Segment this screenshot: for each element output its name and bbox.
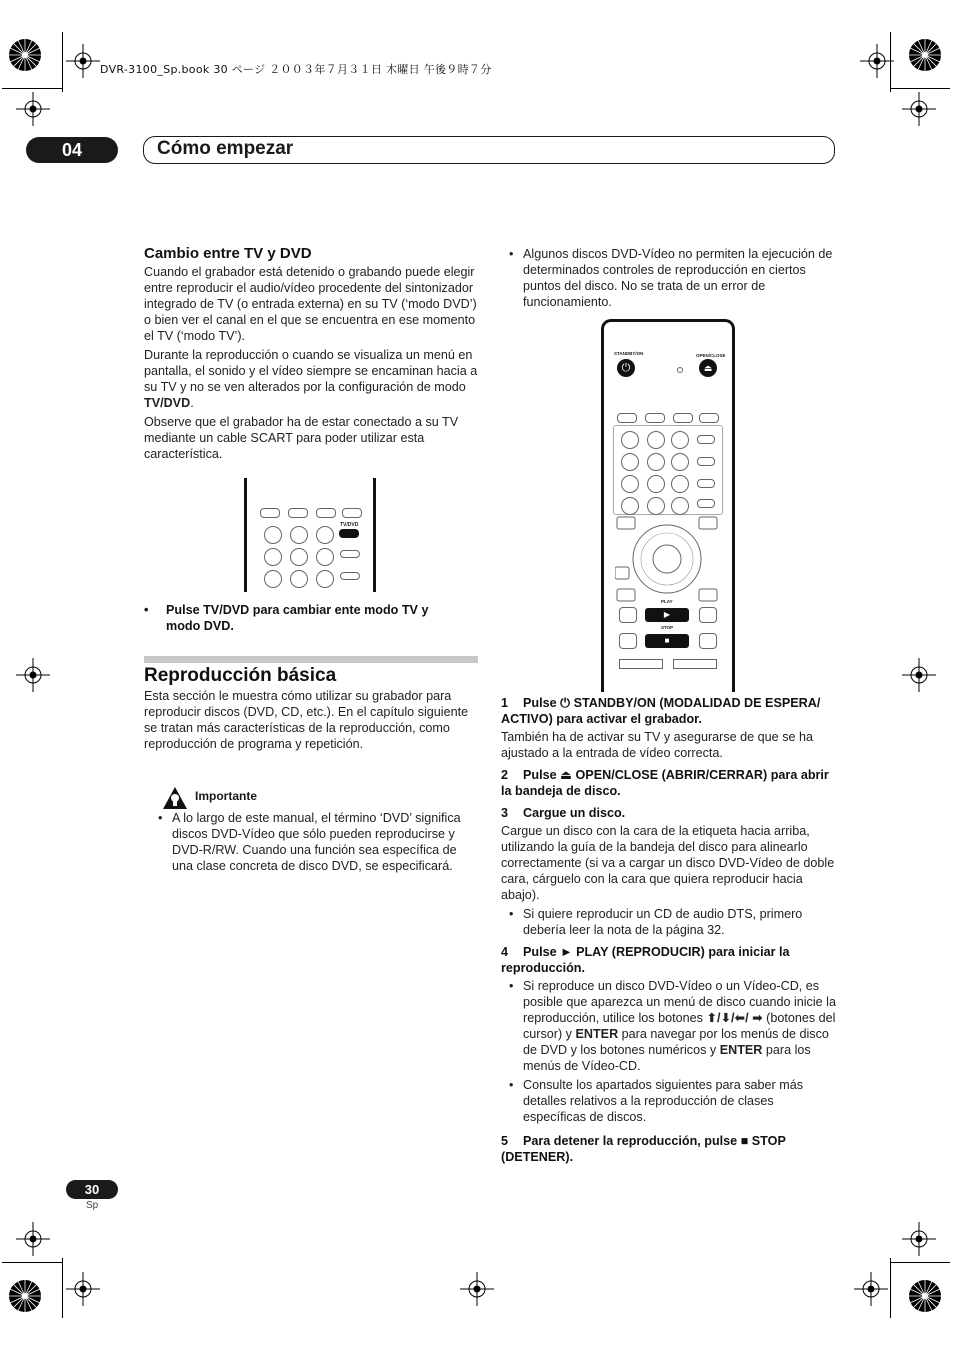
page-number: 30 <box>66 1180 118 1199</box>
registration-target-icon <box>860 44 894 78</box>
section-heading-tv-dvd: Cambio entre TV y DVD <box>144 245 312 262</box>
section-divider <box>144 656 478 663</box>
standby-label: STANDBY/ON <box>614 351 644 356</box>
step-5: 5 Para detener la reproducción, pulse ■ STOP (DETENER). <box>501 1134 786 1164</box>
section-heading-playback: Reproducción básica <box>144 665 337 686</box>
registration-target-icon <box>66 44 100 78</box>
stop-icon: ■ <box>740 1134 752 1148</box>
step-4: 4 Pulse ► PLAY (REPRODUCIR) para iniciar la reproducción. <box>501 945 790 975</box>
registration-target-icon <box>66 1272 100 1306</box>
cursor-arrows-icon: ⬆/⬇/⬅/ ➡ <box>706 1011 763 1025</box>
power-icon: ⏻ <box>560 696 574 710</box>
registration-target-icon <box>16 1222 50 1256</box>
registration-target-icon <box>902 1222 936 1256</box>
registration-rosette-icon <box>8 1279 42 1313</box>
important-label: Importante <box>195 789 258 803</box>
file-info: DVR-3100_Sp.book 30 ページ ２００３年７月３１日 木曜日 午後９時７分 <box>100 63 492 76</box>
registration-target-icon <box>16 92 50 126</box>
registration-rosette-icon <box>8 38 42 72</box>
left-column-top <box>144 246 478 465</box>
registration-target-icon <box>854 1272 888 1306</box>
paragraph: Cargue un disco con la cara de la etiqueta hacia arriba, utilizando la guía de la bandeja del disco para alinearlo correctamente (si va a cargar un disco DVD-Vídeo de doble cara, cárguelo con la cara que quiera reproducir hacia abajo). <box>501 824 835 902</box>
right-column-top: • Algunos discos DVD-Vídeo no permiten la ejecución de determinados controles de reproducción en ciertos puntos del disco. No se trata de un error de funcionamiento. <box>501 246 835 313</box>
chapter-number: 04 <box>26 137 118 163</box>
stop-button-icon: ■ <box>645 634 689 648</box>
remote-illustration-tv-dvd <box>244 478 378 592</box>
step-2: 2 Pulse ⏏ OPEN/CLOSE (ABRIR/CERRAR) para abrir la bandeja de disco. <box>501 768 829 798</box>
tv-dvd-button <box>339 529 359 538</box>
left-column-bottom <box>144 665 478 755</box>
eject-icon: ⏏ <box>560 768 576 782</box>
registration-target-icon <box>16 658 50 692</box>
paragraph: Cuando el grabador está detenido o grabando puede elegir entre reproducir el audio/vídeo procedente del sintonizador integrado de TV (o entrada externa) en su TV (‘modo DVD’) o bien ver el canal en el que se encuentra en ese momento el TV (‘modo TV’). <box>144 265 477 343</box>
registration-target-icon <box>902 658 936 692</box>
play-icon: ► <box>560 945 577 959</box>
paragraph: Observe que el grabador ha de estar conectado a su TV mediante un cable SCART para poder utilizar esta característica. <box>144 415 459 461</box>
important-bullet: • A lo largo de este manual, el término ‘DVD’ significa discos DVD-Vídeo que sólo pueden reproducirse y DVD-R/RW. Cuando una función sea específica de una clase concreta de disco DVD, se especificará. <box>150 810 478 877</box>
chapter-title: Cómo empezar <box>157 138 294 159</box>
registration-target-icon <box>460 1272 494 1306</box>
remote-illustration-main <box>601 319 735 685</box>
cursor-pad-icon <box>615 515 719 603</box>
paragraph: Esta sección le muestra cómo utilizar su grabador para reproducir discos (DVD, CD, etc.). En el capítulo siguiente se tratan más características de la reproducción, como reproducción de programa y repetición. <box>144 689 469 751</box>
play-button-icon: ▶ <box>645 608 689 622</box>
standby-button-icon: ⏻ <box>617 359 635 377</box>
open-close-label: OPEN/CLOSE <box>696 353 726 358</box>
registration-rosette-icon <box>908 38 942 72</box>
right-column-steps <box>501 695 837 1167</box>
stop-label: STOP <box>661 625 674 630</box>
play-label: PLAY <box>661 599 673 604</box>
step-4-bullet-2: • Consulte los apartados siguientes para saber más detalles relativos a la reproducción de clases específicas de discos. <box>501 1077 837 1125</box>
tv-dvd-bullet: • Pulse TV/DVD para cambiar ente modo TV y modo DVD. <box>144 603 429 633</box>
step-1: 1 Pulse ⏻ STANDBY/ON (MODALIDAD DE ESPERA/ ACTIVO) para activar el grabador. <box>501 696 821 726</box>
warning-icon <box>162 786 188 810</box>
step-3: 3 Cargue un disco. <box>501 806 626 820</box>
registration-target-icon <box>902 92 936 126</box>
registration-rosette-icon <box>908 1279 942 1313</box>
page-language: Sp <box>86 1200 99 1211</box>
paragraph: Durante la reproducción o cuando se visualiza un menú en pantalla, el sonido y el vídeo siempre se encaminan hacia a su TV y no se ven alterados por la configuración de modo TV/DVD. <box>144 348 478 410</box>
eject-button-icon: ⏏ <box>699 359 717 377</box>
paragraph: También ha de activar su TV y asegurarse de que se ha ajustado a la entrada de vídeo correcta. <box>501 730 813 760</box>
step-3-bullet: • Si quiere reproducir un CD de audio DTS, primero debería leer la nota de la página 32. <box>501 906 837 938</box>
tv-dvd-label: TV/DVD <box>340 522 359 528</box>
step-4-bullet-1: • Si reproduce un disco DVD-Vídeo o un Vídeo-CD, es posible que aparezca un menú de disco cuando inicie la reproducción, utilice los botones ⬆/⬇/⬅/ ➡ (botones del cursor) y ENTER para navegar por los menús de disco de DVD y los botones numéricos y ENTER para los menús de Vídeo-CD. <box>501 978 837 1074</box>
